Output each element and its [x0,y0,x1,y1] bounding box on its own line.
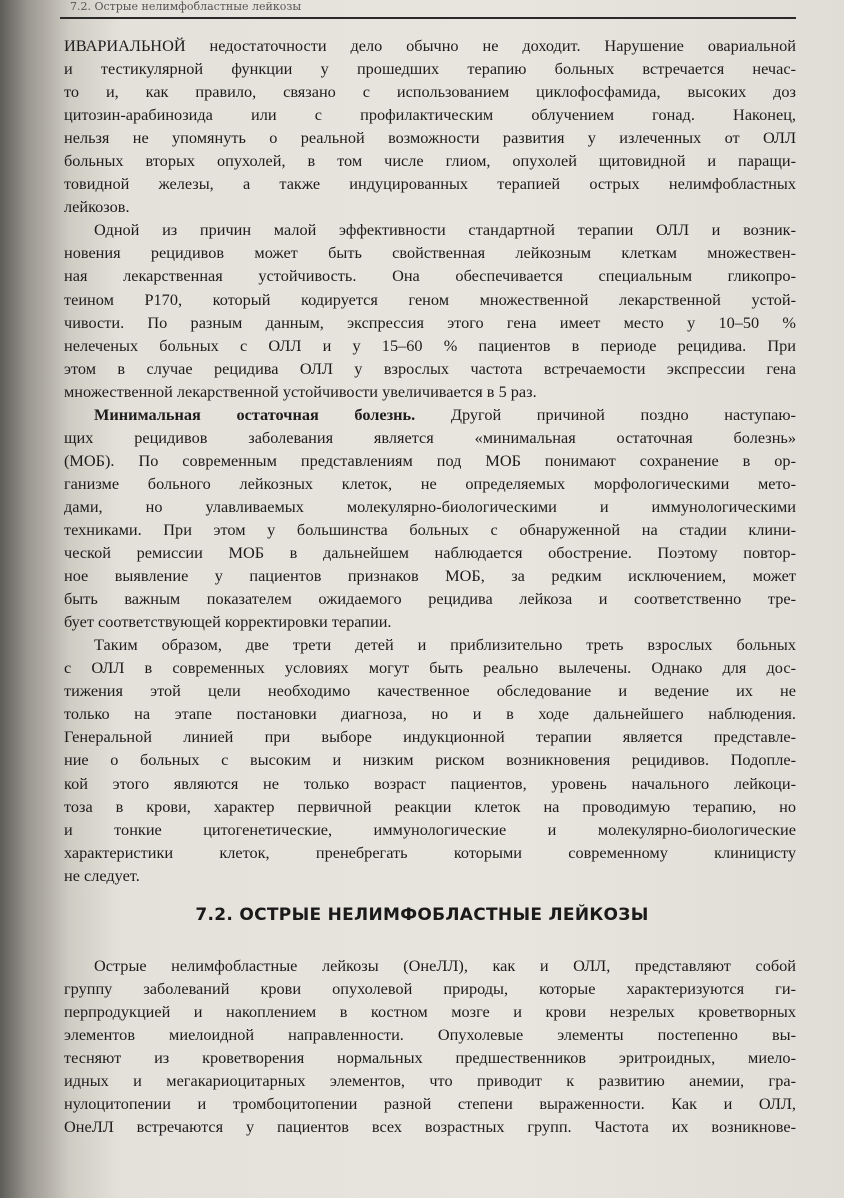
text-line: нулоцитопении и тромбоцитопении разной степени выраженности. Как и ОЛЛ, [64,1094,796,1114]
text-line: цитозин-арабинозида или с профилактическим облучением гонад. Наконец, [64,105,796,125]
text-line: перпродукцией и накоплением в костном мозге и крови незрелых кроветворных [64,1002,796,1022]
text-line: ОнеЛЛ встречаются у пациентов всех возрастных групп. Частота их возникнове- [64,1117,796,1137]
text-line: Генеральной линией при выборе индукционной терапии является представле- [64,727,796,747]
bold-lead: Минимальная остаточная болезнь. [94,404,416,424]
paragraph [64,633,796,887]
text-line: Одной из причин малой эффективности стандартной терапии ОЛЛ и возник- [94,220,796,240]
text-line: щих рецидивов заболевания является «минимальная остаточная болезнь» [64,427,796,447]
text-line: (МОБ). По современным представлениям под МОБ понимают сохранение в ор- [64,450,796,470]
paragraph [64,218,796,402]
text-line: этом в случае рецидива ОЛЛ у взрослых частота встречаемости экспрессии гена [64,358,796,378]
text-line: и тонкие цитогенетические, иммунологические и молекулярно-биологические [64,819,796,839]
text-line: ние о больных с высоким и низким риском возникновения рецидивов. Подопле- [64,750,796,770]
text-line: ганизме больного лейкозных клеток, не определяемых морфологическими мето- [64,473,796,493]
header-rule [60,17,796,19]
text-line: товидной железы, а также индуцированных терапией острых нелимфобластных [64,174,796,194]
text-line: лейкозов. [64,197,130,217]
text-line: теином P170, который кодируется геном множественной лекарственной устой- [64,289,796,309]
text-line: не следует. [64,865,140,885]
text-span: Другой причиной поздно наступаю- [415,404,796,424]
text-line: идных и мегакариоцитарных элементов, что приводит к развитию анемии, гра- [64,1071,796,1091]
text-line: только на этапе постановки диагноза, но и в ходе дальнейшего наблюдения. [64,704,796,724]
text-line: с ОЛЛ в современных условиях могут быть реально вылечены. Однако для дос- [64,658,796,678]
text-line: дами, но улавливаемых молекулярно-биологическими и иммунологическими [64,496,796,516]
text-line: ная лекарственная устойчивость. Она обеспечивается специальным гликопро- [64,266,796,286]
text-line: то и, как правило, связано с использованием циклофосфамида, высоких доз [64,82,796,102]
text-line: ческой ремиссии МОБ в дальнейшем наблюдается обострение. Поэтому повтор- [64,543,796,563]
text-line: нельзя не упомянуть о реальной возможности развития у излеченных от ОЛЛ [64,128,796,148]
text-line: характеристики клеток, пренебрегать которыми современному клиницисту [64,842,796,862]
body-text-lower [64,954,796,1138]
text-line: новения рецидивов может быть свойственная лейкозным клеткам множествен- [64,243,796,263]
text-line: Острые нелимфобластные лейкозы (ОнеЛЛ), как и ОЛЛ, представляют собой [94,956,796,975]
text-line: тоза в крови, характер первичной реакции клеток на проводимую терапию, но [64,796,796,816]
running-header: 7.2. Острые нелимфобластные лейкозы [70,0,302,13]
text-line: ное выявление у пациентов признаков МОБ, за редким исключением, может [64,566,796,586]
text-line: ИВАРИАЛЬНОЙ недостаточности дело обычно не доходит. Нарушение овариальной [64,36,796,55]
text-line: и тестикулярной функции у прошедших терапию больных встречается нечас- [64,59,796,79]
text-line: чивости. По разным данным, экспрессия этого гена имеет место у 10–50 % [64,312,796,332]
paragraph [64,403,796,633]
text-line: кой этого являются не только возраст пациентов, уровень начального лейкоци- [64,773,796,793]
body-text-upper [64,34,796,887]
text-line: тесняют из кроветворения нормальных предшественников эритроидных, миело- [64,1048,796,1068]
text-line [64,403,796,426]
section-heading: 7.2. ОСТРЫЕ НЕЛИМФОБЛАСТНЫЕ ЛЕЙКОЗЫ [195,905,649,925]
text-line: множественной лекарственной устойчивости увеличивается в 5 раз. [64,381,537,401]
paragraph [64,954,796,1138]
text-line: бует соответствующей корректировки терапии. [64,612,392,632]
text-line: быть важным показателем ожидаемого рецидива лейкоза и соответственно тре- [64,589,796,609]
paragraph [64,34,796,218]
text-line: группу заболеваний крови опухолевой природы, которые характеризуются ги- [64,979,796,999]
text-line: больных вторых опухолей, в том числе глиом, опухолей щитовидной и паращи- [64,151,796,171]
text-line: тижения этой цели необходимо качественное обследование и ведение их не [64,681,796,701]
text-line: техниками. При этом у большинства больных с обнаруженной на стадии клини- [64,519,796,539]
text-line: элементов миелоидной направленности. Опухолевые элементы постепенно вы- [64,1025,796,1045]
text-line: Таким образом, две трети детей и приблизительно треть взрослых больных [94,635,796,655]
text-line: нелеченых больных с ОЛЛ и у 15–60 % пациентов в периоде рецидива. При [64,335,796,355]
